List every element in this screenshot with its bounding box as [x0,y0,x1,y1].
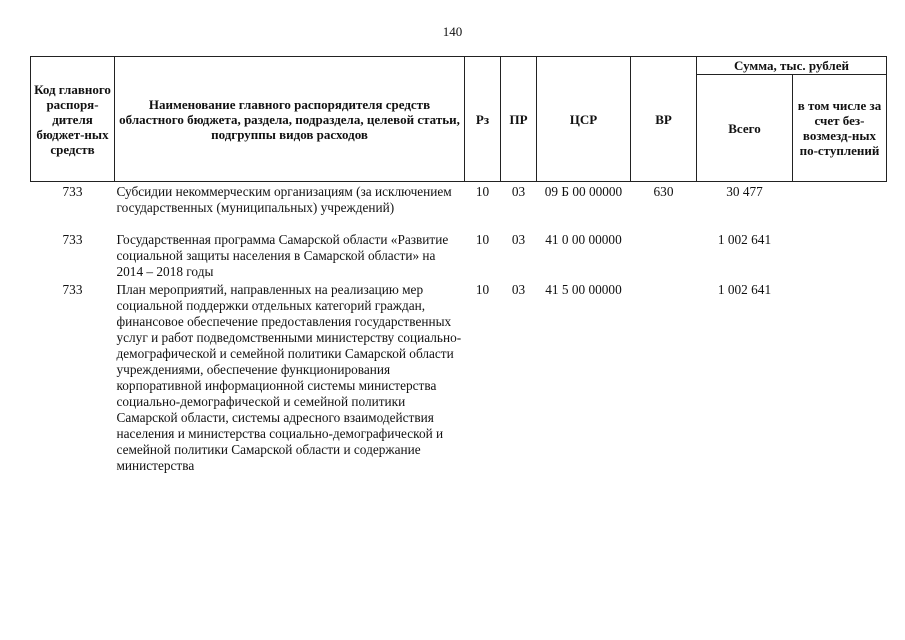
cell-vr [631,280,697,474]
header-code: Код главного распоря-дителя бюджет-ных средств [31,57,115,182]
table-row [31,182,887,233]
cell-pr: 03 [511,282,526,297]
cell-pr: 03 [511,184,526,199]
header-sum-group: Сумма, тыс. рублей [697,57,887,75]
header-vr: ВР [631,57,697,182]
table-row [31,280,887,474]
table-body [31,182,887,475]
cell-total: 1 002 641 [717,282,772,297]
cell-csr: 41 0 00 00000 [545,232,622,247]
header-name: Наименование главного распорядителя средств областного бюджета, раздела, подраздела, целевой статьи, подгруппы видов расходов [115,57,465,182]
cell-name: Субсидии некоммерческим организациям (за исключением государственных (муниципальных) учреждений) [116,184,452,215]
cell-gratuitous [793,232,887,280]
cell-csr: 09 Б 00 00000 [544,184,623,199]
cell-rz: 10 [475,232,490,247]
cell-gratuitous [793,182,887,233]
header-csr: ЦСР [537,57,631,182]
header-pr: ПР [501,57,537,182]
cell-rz: 10 [475,282,490,297]
cell-rz: 10 [475,184,490,199]
table-header [31,57,887,182]
cell-total: 30 477 [726,184,763,199]
budget-table [30,56,887,474]
page-number: 140 [442,24,463,39]
cell-name: Государственная программа Самарской области «Развитие социальной защиты населения в Самарской области» на 2014 – 2018 годы [116,232,449,279]
header-total: Всего [697,75,793,182]
cell-gratuitous [793,280,887,474]
cell-code: 733 [62,184,83,199]
cell-vr [631,232,697,280]
table-row [31,232,887,280]
cell-pr: 03 [511,232,526,247]
cell-name: План мероприятий, направленных на реализацию мер социальной поддержки отдельных категорий граждан, финансовое обеспечение предоставления государственных услуг и работ подведомственными министерству социально-демографической и семейной политики Самарской области учреждениями, обеспечение функционирования корпоративной информационной системы министерства социально-демографической и семейной политики Самарской области, системы адресного взаимодействия населения и министерства социально-демографической и семейной политики Самарской области и содержание министерства [116,282,462,473]
cell-vr: 630 [653,184,674,199]
cell-total: 1 002 641 [717,232,772,247]
cell-csr: 41 5 00 00000 [545,282,622,297]
cell-code: 733 [62,232,83,247]
header-gratuitous: в том числе за счет без-возмезд-ных по-ступлений [793,75,887,182]
cell-code: 733 [62,282,83,297]
header-rz: Рз [465,57,501,182]
